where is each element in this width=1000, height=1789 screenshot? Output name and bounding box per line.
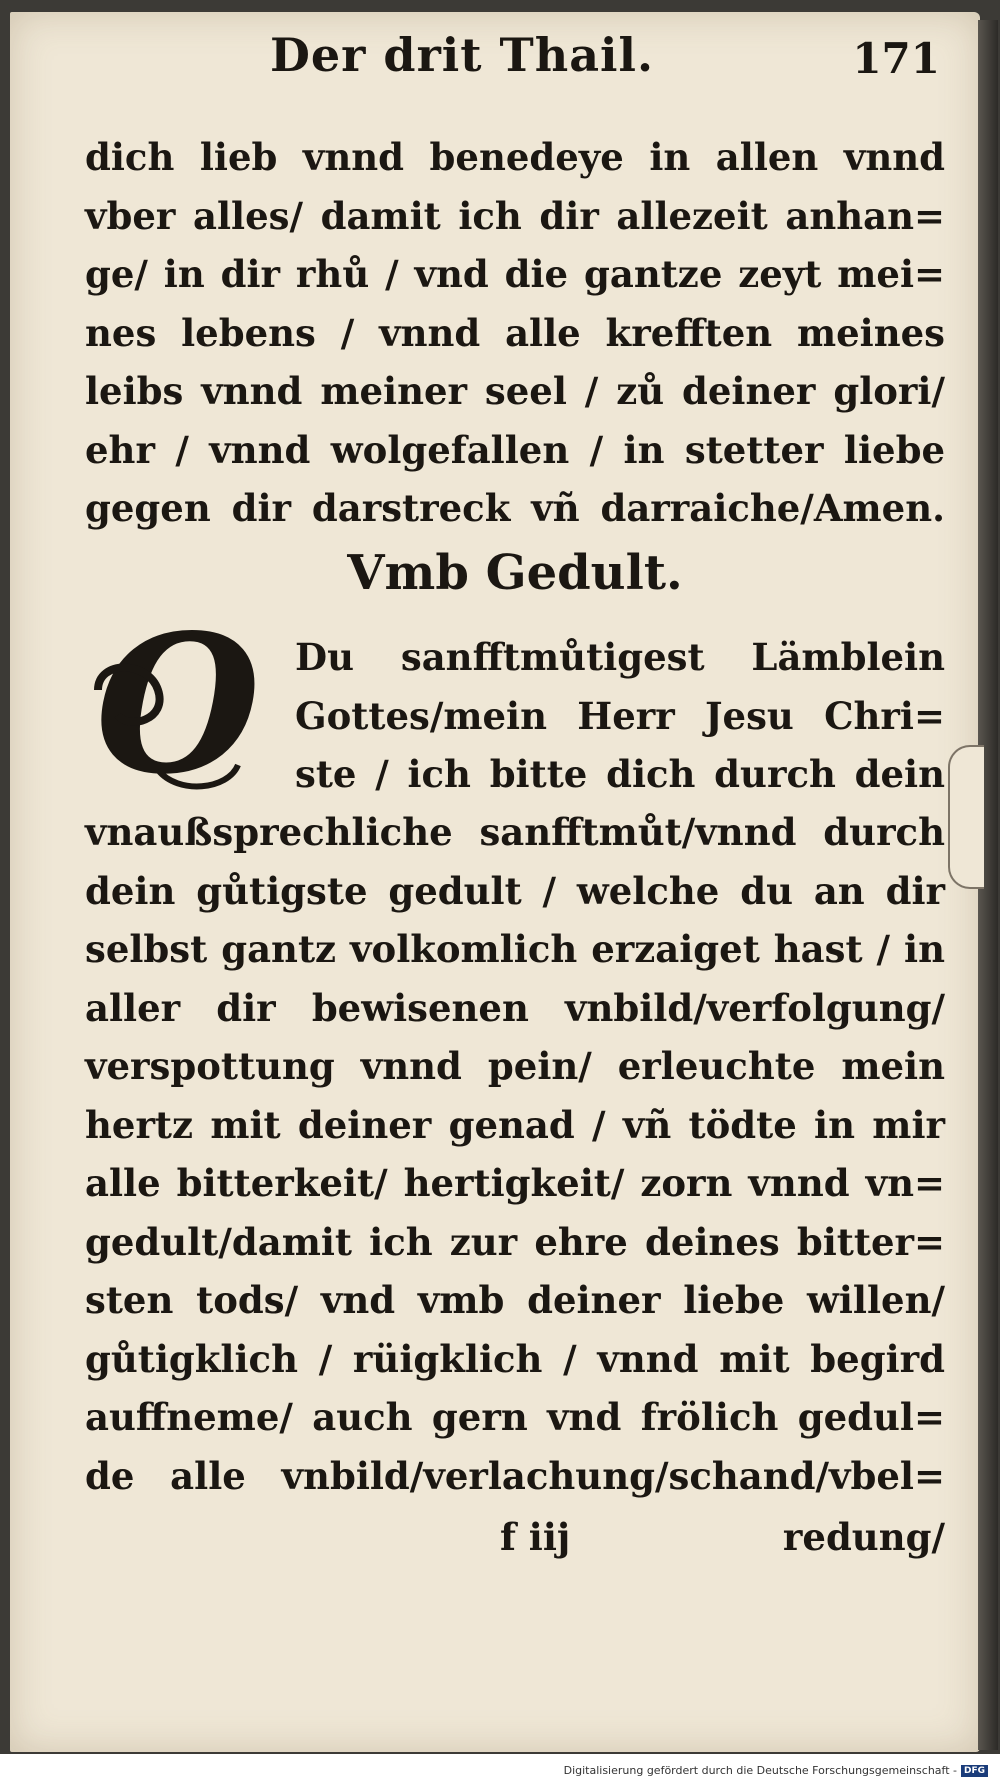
- text-line: vnaußsprechliche sanfftmůt/vnnd durch: [85, 810, 945, 854]
- text-line: gedult/damit ich zur ehre deines bitter=: [85, 1219, 945, 1264]
- text-line: ehr / vnnd wolgefallen / in stetter liebe: [85, 427, 945, 472]
- text-line: ste / ich bitte dich durch dein: [295, 752, 945, 796]
- text-line: sten tods/ vnd vmb deiner liebe willen/: [85, 1278, 945, 1322]
- prayer-body-block: [85, 803, 945, 1505]
- dfg-logo-icon: DFG: [961, 1765, 988, 1777]
- text-line: aller dir bewisenen vnbild/verfolgung/: [85, 985, 945, 1030]
- funding-notice: [564, 1764, 988, 1777]
- funding-text: Digitalisierung gefördert durch die Deutsche Forschungsgemeinschaft -: [563, 1764, 957, 1777]
- page-tab-marker: [948, 745, 984, 889]
- text-line: selbst gantz volkomlich erzaiget hast / in: [85, 927, 945, 971]
- text-line: nes lebens / vnnd alle krefften meines: [85, 310, 945, 355]
- prayer-indented-block: [295, 628, 945, 804]
- signature-mark: f iij: [500, 1515, 571, 1559]
- text-line: gůtigklich / rüigklich / vnnd mit begird: [85, 1336, 945, 1381]
- initial-flourish-icon: [88, 593, 268, 816]
- catchword: redung/: [782, 1515, 945, 1559]
- text-line: hertz mit deiner genad / vñ tödte in mir: [85, 1102, 945, 1147]
- page-footer: [85, 1515, 945, 1575]
- text-line: gegen dir darstreck vñ darraiche/Amen.: [85, 486, 945, 530]
- text-line: Gottes/mein Herr Jesu Chri=: [295, 693, 945, 738]
- running-title: Der drit Thail.: [270, 28, 654, 82]
- section-heading: Vmb Gedult.: [347, 545, 683, 601]
- text-line: verspottung vnnd pein/ erleuchte mein: [85, 1044, 945, 1088]
- text-line: leibs vnnd meiner seel / zů deiner glori/: [85, 369, 945, 413]
- text-line: dich lieb vnnd benedeye in allen vnnd: [85, 135, 945, 179]
- text-line: vber alles/ damit ich dir allezeit anhan=: [85, 193, 945, 238]
- running-head: [80, 28, 940, 108]
- text-line: alle bitterkeit/ hertigkeit/ zorn vnnd vn=: [85, 1161, 945, 1205]
- text-line: ge/ in dir rhů / vnd die gantze zeyt mei=: [85, 252, 945, 296]
- decorated-initial: O: [95, 593, 261, 816]
- text-line: Du sanfftmůtigest Lämblein: [295, 635, 945, 679]
- text-line: auffneme/ auch gern vnd frölich gedul=: [85, 1395, 945, 1439]
- text-line: dein gůtigste gedult / welche du an dir: [85, 868, 945, 913]
- page-number: 171: [852, 34, 940, 83]
- text-line: de alle vnbild/verlachung/schand/vbel=: [85, 1453, 945, 1498]
- top-text-block: [85, 128, 945, 538]
